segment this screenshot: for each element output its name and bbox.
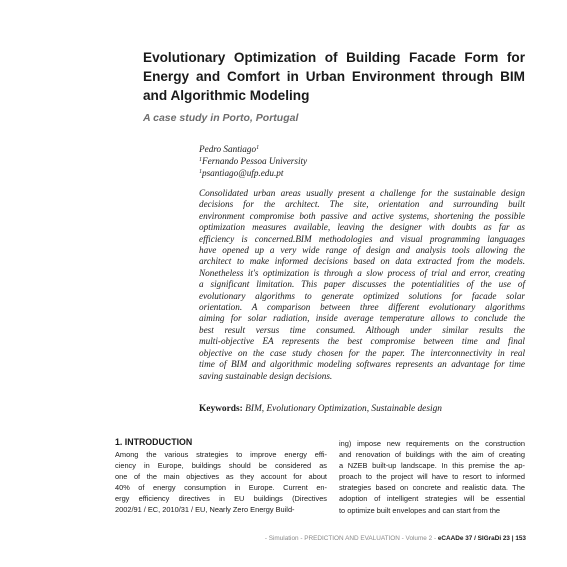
- text-line: orientation. A comparison between three different evolutionary algorithms: [199, 302, 525, 313]
- paper-title: [143, 48, 525, 105]
- text-line: evolutionary algorithms to generate optimized solutions for facade solar: [199, 290, 525, 301]
- text-line: environment compromise both passive and active systems, shortening the possible: [199, 210, 525, 221]
- intro-column-left: [115, 449, 327, 516]
- footer-series: - Simulation - PREDICTION AND EVALUATION - Volume 2 -: [264, 535, 438, 542]
- author-block: [199, 143, 307, 179]
- text-line: a significant limitation. This paper discusses the potentialities of the use of: [199, 279, 525, 290]
- text-line: 40% of energy consumption in Europe. Current en-: [115, 483, 327, 493]
- text-line: time of BIM and algorithmic modeling softwares represents an advantage for time: [199, 359, 525, 370]
- footer-conference: eCAADe 37 / SIGraDi 23: [437, 535, 510, 542]
- text-line: strategies based on concrete and realistic data. The: [339, 483, 525, 493]
- page-number: 153: [515, 535, 526, 542]
- text-line: multi-objective EA represents the best compromise between time and final: [199, 336, 525, 347]
- keywords-value: BIM, Evolutionary Optimization, Sustainable design: [242, 404, 442, 414]
- text-line: and renovation of buildings with the aim of creating: [339, 450, 525, 460]
- text-line: Energy and Comfort in Urban Environment through BIM: [143, 69, 525, 84]
- text-line: have opened up a very wide range of design and analysis tools allowing the: [199, 245, 525, 256]
- keywords-label: Keywords:: [199, 404, 243, 414]
- paper-subtitle: A case study in Porto, Portugal: [143, 112, 299, 124]
- text-line: aiming for solar radiation, inside average temperature allows to conclude the: [199, 313, 525, 324]
- text-line: ing) impose new requirements on the construction: [339, 439, 525, 448]
- text-line: and Algorithmic Modeling: [143, 88, 310, 103]
- section-heading: 1. INTRODUCTION: [115, 437, 193, 447]
- text-line: a NZEB built-up landscape. In this premise the ap-: [339, 461, 525, 471]
- text-line: adoption of intelligent strategies will be essential: [339, 494, 525, 504]
- text-line: Nonetheless it's optimization is through a slow process of trial and error, creating: [199, 267, 525, 278]
- text-line: efficiency is concerned.BIM methodologies and visual programming languages: [199, 233, 525, 244]
- text-line: objective on the case study chosen for the paper. The interconnectivity in real: [199, 347, 525, 358]
- text-line: best result versus time consumed. Although under similar results the: [199, 324, 525, 335]
- text-line: architect to make informed decisions based on data extracted from the models.: [199, 256, 525, 267]
- page-footer: [265, 535, 526, 542]
- text-line: decisions for the architect. The site, orientation and surrounding built: [199, 199, 525, 210]
- text-line: one of the main objectives as they account for about: [115, 472, 327, 482]
- keywords: [199, 404, 442, 414]
- abstract: [199, 188, 525, 382]
- footer-separator: |: [509, 535, 516, 542]
- text-line: to optimize built envelopes and can start from the: [339, 505, 501, 515]
- author-affiliation: $^1$Fernando Pessoa University: [199, 156, 308, 166]
- author-email: $^1$psantiago@ufp.edu.pt: [199, 168, 284, 178]
- text-line: ergy efficiency directives in EU buildings (Directives: [115, 494, 327, 504]
- text-line: Among the various strategies to improve energy effi-: [115, 450, 327, 459]
- text-line: Consolidated urban areas usually present a challenge for the sustainable design: [199, 188, 525, 198]
- text-line: 2002/91 / EC, 2010/31 / EU, Nearly Zero Energy Build-: [115, 505, 295, 515]
- intro-column-right: [339, 438, 525, 516]
- text-line: proach to the project will have to resort to informed: [339, 472, 525, 482]
- text-line: Evolutionary Optimization of Building Facade Form for: [143, 50, 525, 65]
- text-line: ciency in Europe, buildings should be considered as: [115, 461, 327, 471]
- text-line: optimization measures available, leaving the designer with doubts as far as: [199, 222, 525, 233]
- author-name: Pedro Santiago$^1$: [199, 144, 260, 154]
- text-line: saving sustainable design decisions.: [199, 370, 333, 381]
